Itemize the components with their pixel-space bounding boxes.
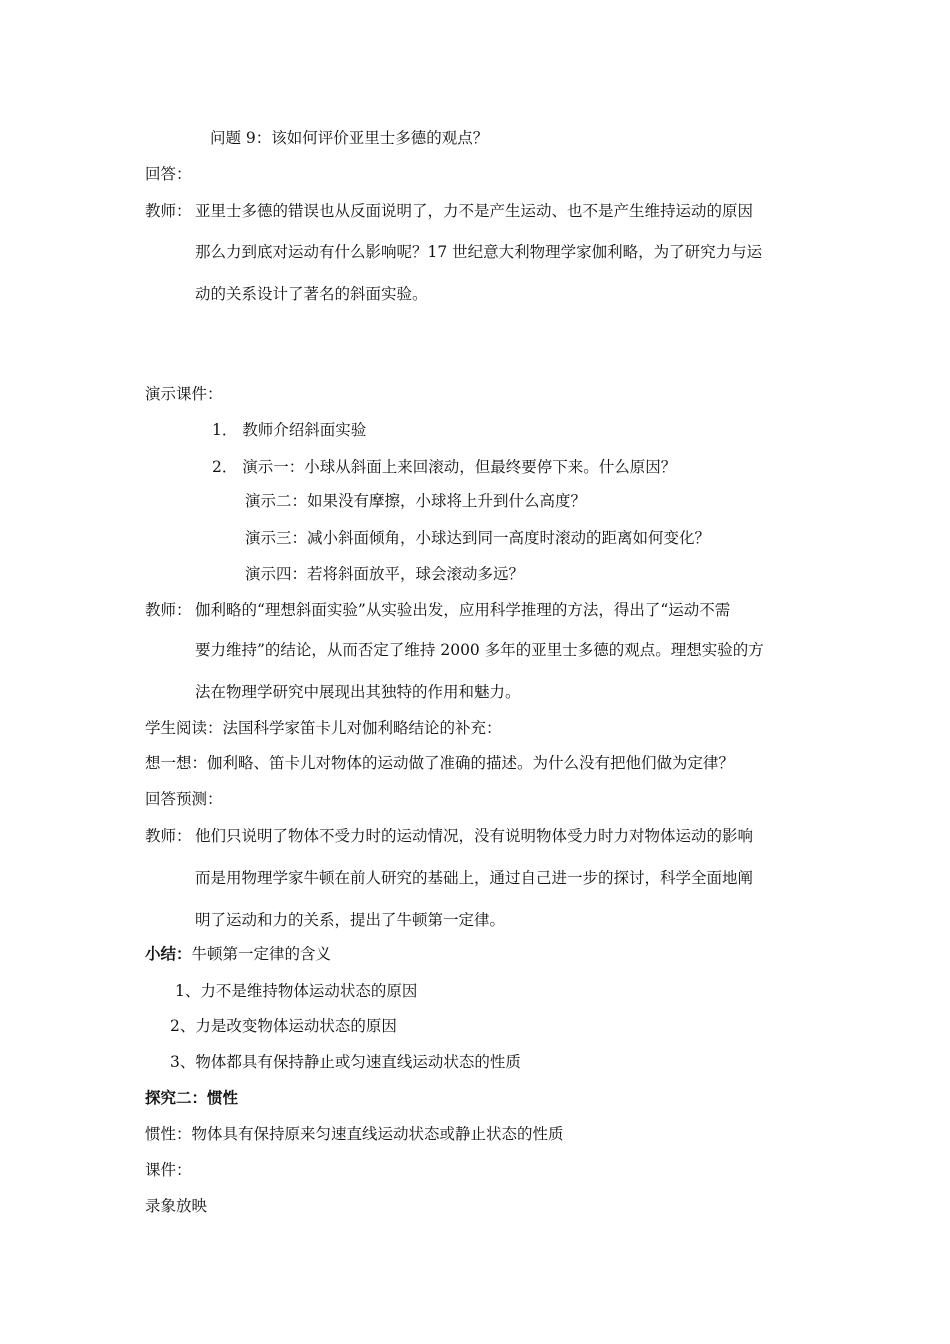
video-playback: 录象放映 — [145, 1197, 208, 1215]
teacher-2-line-1: 伽利略的“理想斜面实验”从实验出发，应用科学推理的方法，得出了“运动不需 — [195, 601, 731, 619]
explore-2-heading: 探究二：惯性 — [145, 1089, 239, 1107]
demo-4: 演示四：若将斜面放平，球会滚动多远？ — [245, 565, 525, 583]
teacher-3-line-3: 明了运动和力的关系，提出了牛顿第一定律。 — [195, 911, 506, 929]
teacher-2-lead: 教师： — [145, 601, 192, 619]
demo-item-2: 2． 演示一：小球从斜面上来回滚动，但最终要停下来。什么原因？ — [212, 458, 677, 476]
inertia-definition: 惯性：物体具有保持原来匀速直线运动状态或静止状态的性质 — [145, 1125, 564, 1143]
summary-line — [145, 944, 331, 964]
teacher-1-lead: 教师： — [145, 202, 192, 220]
courseware-label: 课件： — [145, 1161, 192, 1179]
demo-item-1: 1． 教师介绍斜面实验 — [212, 421, 367, 439]
teacher-3-line-1: 他们只说明了物体不受力时的运动情况，没有说明物体受力时力对物体运动的影响 — [195, 827, 754, 845]
teacher-1-line-1: 亚里士多德的错误也从反面说明了，力不是产生运动、也不是产生维持运动的原因 — [195, 202, 754, 220]
teacher-3-line-2: 而是用物理学家牛顿在前人研究的基础上，通过自己进一步的探讨，科学全面地阐 — [195, 869, 754, 887]
summary-point-3: 3、物体都具有保持静止或匀速直线运动状态的性质 — [170, 1053, 521, 1071]
summary-label: 小结： — [145, 945, 192, 963]
summary-text: 牛顿第一定律的含义 — [191, 945, 332, 963]
demo-title: 演示课件： — [145, 385, 223, 403]
demo-3: 演示三：减小斜面倾角，小球达到同一高度时滚动的距离如何变化？ — [245, 529, 711, 547]
teacher-1-line-3: 动的关系设计了著名的斜面实验。 — [195, 285, 428, 303]
teacher-2-line-2: 要力维持”的结论，从而否定了维持 2000 多年的亚里士多德的观点。理想实验的方 — [195, 641, 764, 659]
think-question: 想一想：伽利略、笛卡儿对物体的运动做了准确的描述。为什么没有把他们做为定律？ — [145, 754, 735, 772]
teacher-3-lead: 教师： — [145, 827, 192, 845]
answer-label: 回答： — [145, 165, 192, 183]
summary-point-1: 1、力不是维持物体运动状态的原因 — [175, 982, 418, 1000]
demo-2: 演示二：如果没有摩擦，小球将上升到什么高度？ — [245, 492, 587, 510]
teacher-1-line-2: 那么力到底对运动有什么影响呢？17 世纪意大利物理学家伽利略，为了研究力与运 — [195, 243, 763, 261]
summary-point-2: 2、力是改变物体运动状态的原因 — [170, 1017, 397, 1035]
student-reading: 学生阅读：法国科学家笛卡儿对伽利略结论的补充： — [145, 719, 502, 737]
question-9: 问题 9：该如何评价亚里士多德的观点？ — [210, 129, 489, 147]
teacher-2-line-3: 法在物理学研究中展现出其独特的作用和魅力。 — [195, 683, 521, 701]
answer-prediction-label: 回答预测： — [145, 790, 223, 808]
